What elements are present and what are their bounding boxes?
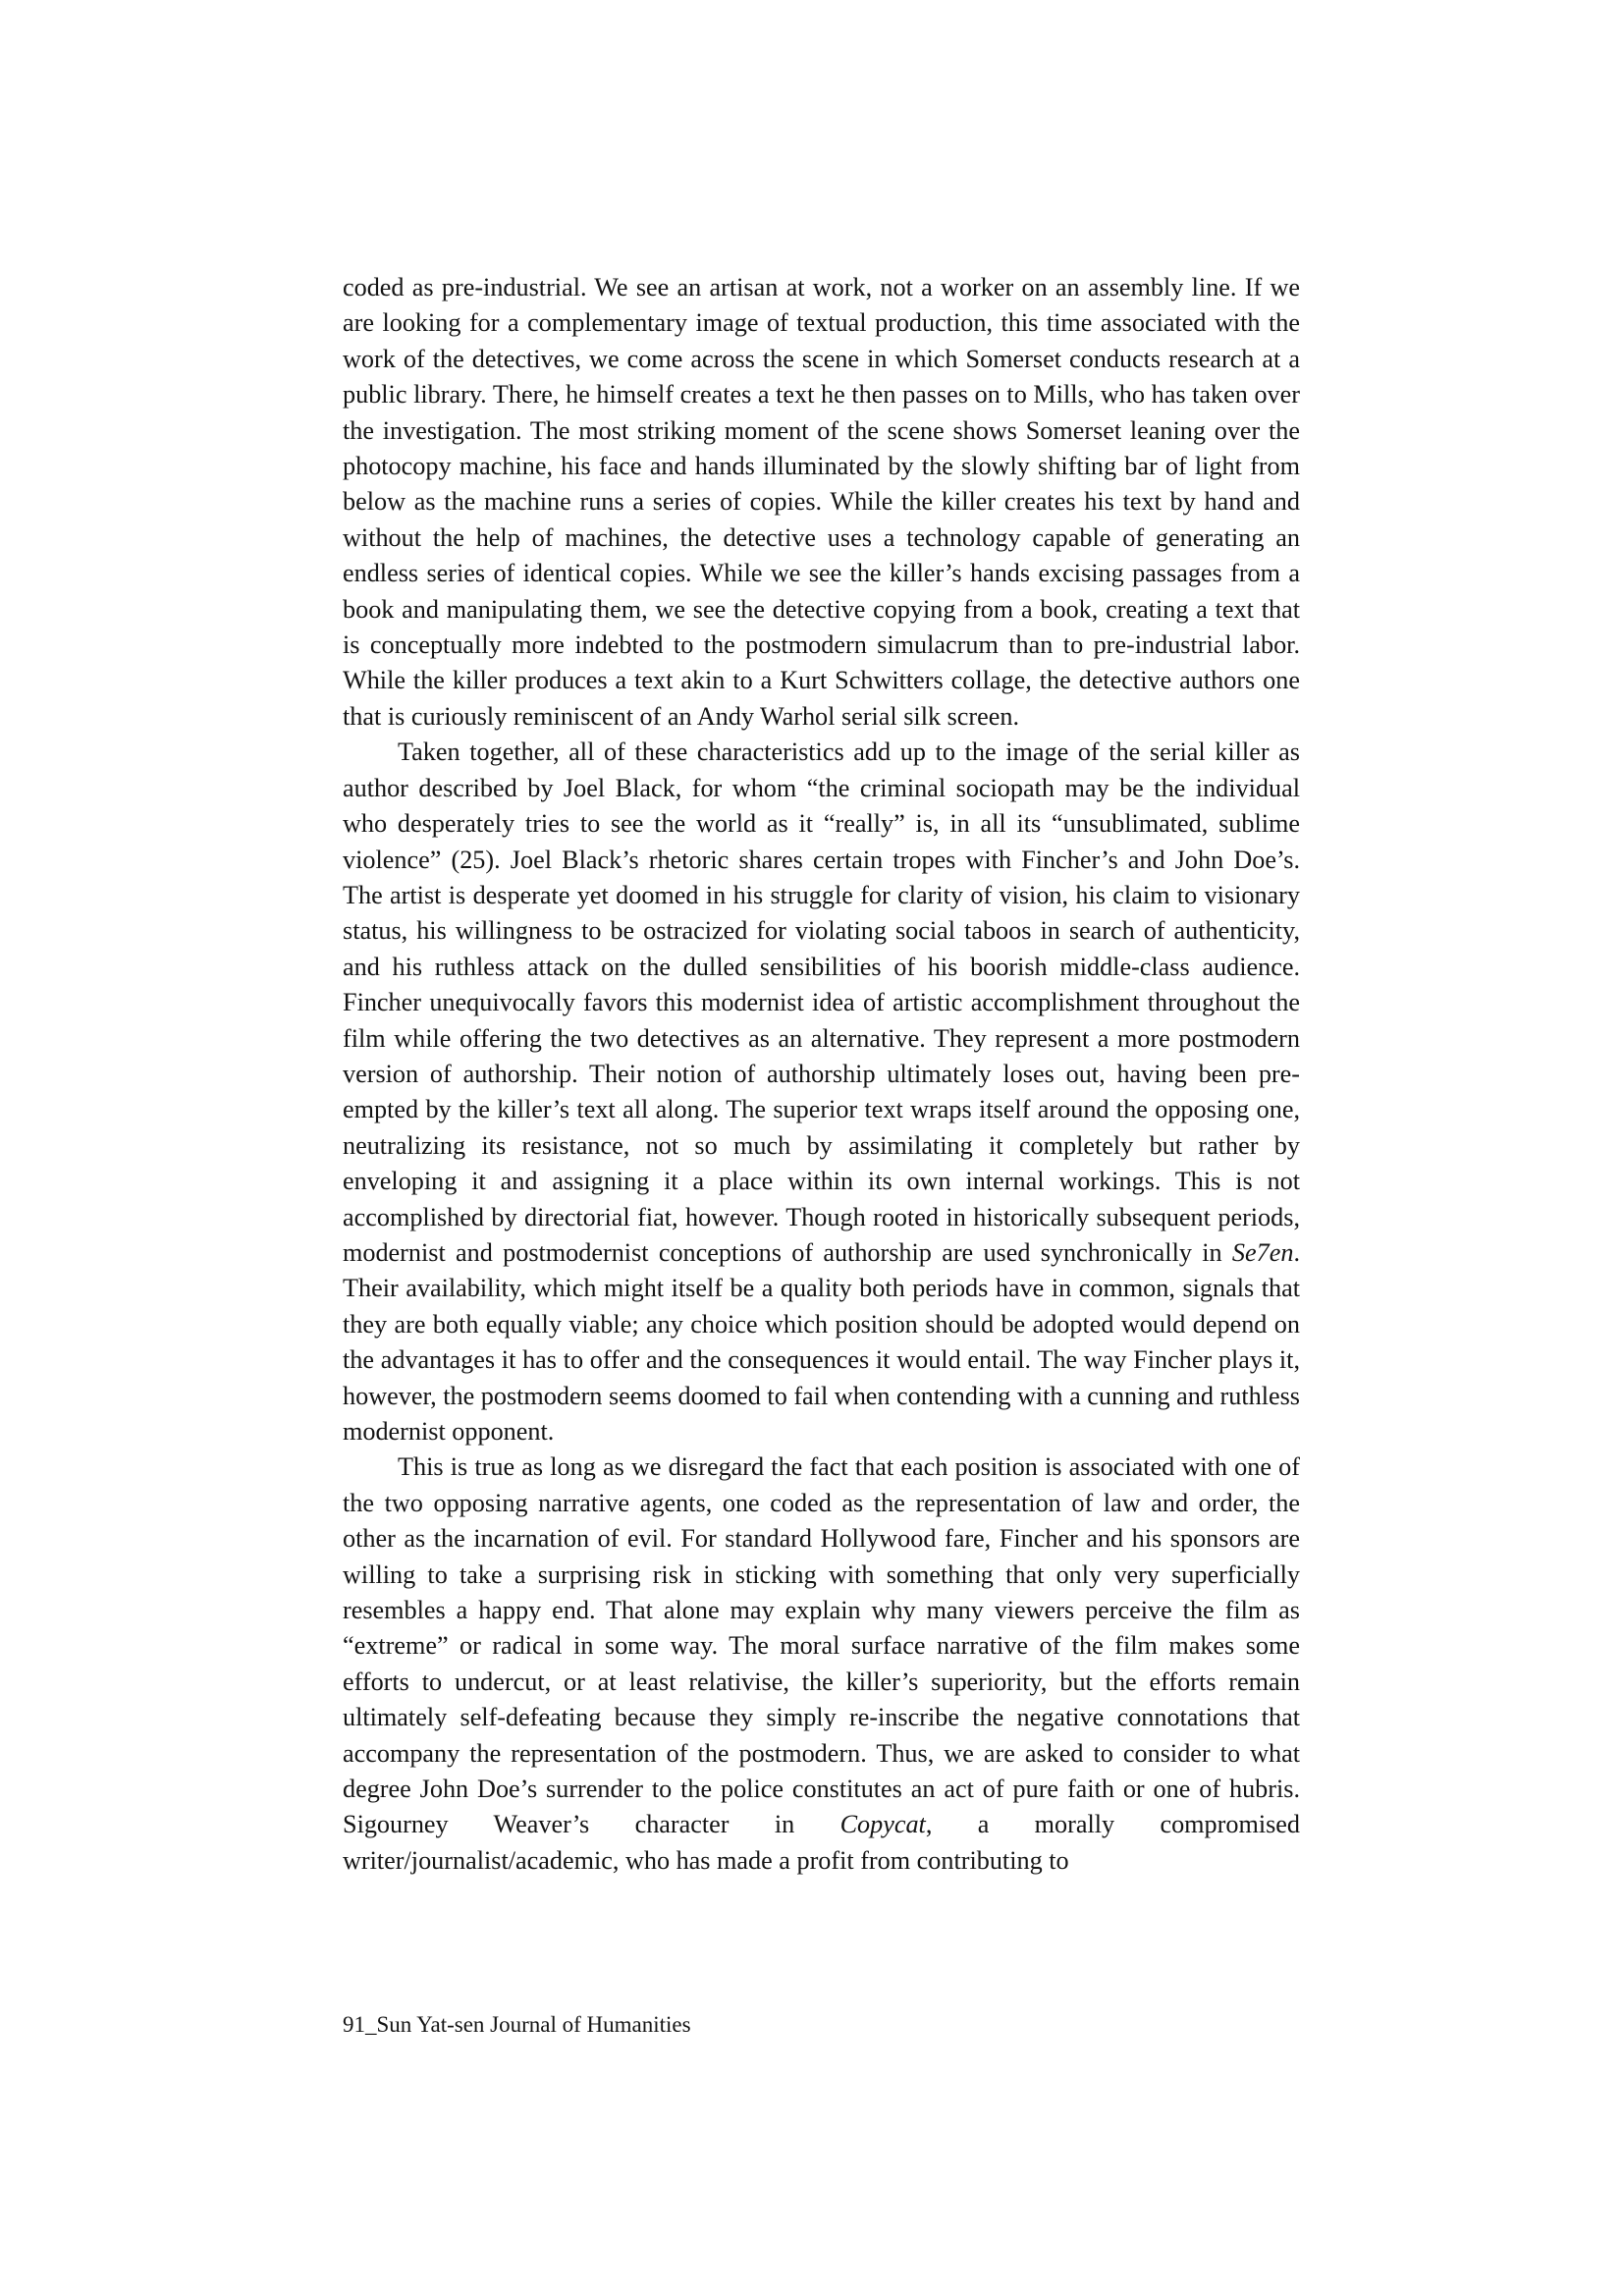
film-title-se7en: Se7en <box>1231 1237 1294 1267</box>
paragraph-2 <box>343 735 1300 1449</box>
paragraph-1 <box>343 270 1300 735</box>
paragraph-3-text-a: This is true as long as we disregard the fact that each position is associated with one of the two opposing narrative agents, one coded as the representation of law and order, the other as the incarnation of evil. For standard Hollywood fare, Fincher and his sponsors are willing to take a surprising risk in sticking with something that only very superficially resembles a happy end. That alone may explain why many viewers perceive the film as “extreme” or radical in some way. The moral surface narrative of the film makes some efforts to undercut, or at least relativise, the killer’s superiority, but the efforts remain ultimately self-defeating because they simply re-inscribe the negative connotations that accompany the representation of the postmodern. Thus, we are asked to consider to what degree John Doe’s surrender to the police constitutes an act of pure faith or one of hubris. Sigourney Weaver’s character in <box>343 1452 1300 1839</box>
paragraph-1-text: coded as pre-industrial. We see an artisan at work, not a worker on an assembly line. If we are looking for a complementary image of textual production, this time associated with the work of the detectives, we come across the scene in which Somerset conducts research at a public library. There, he himself creates a text he then passes on to Mills, who has taken over the investigation. The most striking moment of the scene shows Somerset leaning over the photocopy machine, his face and hands illuminated by the slowly shifting bar of light from below as the machine runs a series of copies. While the killer creates his text by hand and without the help of machines, the detective uses a technology capable of generating an endless series of identical copies. While we see the killer’s hands excising passages from a book and manipulating them, we see the detective copying from a book, creating a text that is conceptually more indebted to the postmodern simulacrum than to pre-industrial labor. While the killer produces a text akin to a Kurt Schwitters collage, the detective authors one that is curiously reminiscent of an Andy Warhol serial silk screen. <box>343 273 1300 731</box>
paragraph-3 <box>343 1449 1300 1879</box>
paragraph-2-text-b: . Their availability, which might itself be a quality both periods have in common, signals that they are both equally viable; any choice which position should be adopted would depend on the advantages it has to offer and the consequences it would entail. The way Fincher plays it, however, the postmodern seems doomed to fail when contending with a cunning and ruthless modernist opponent. <box>343 1237 1300 1446</box>
paragraph-2-text-a: Taken together, all of these characteristics add up to the image of the serial killer as author described by Joel Black, for whom “the criminal sociopath may be the individual who desperately tries to see the world as it “really” is, in all its “unsublimated, sublime violence” (25). Joel Black’s rhetoric shares certain tropes with Fincher’s and John Doe’s. The artist is desperate yet doomed in his struggle for clarity of vision, his claim to visionary status, his willingness to be ostracized for violating social taboos in search of authenticity, and his ruthless attack on the dulled sensibilities of his boorish middle-class audience. Fincher unequivocally favors this modernist idea of artistic accomplishment throughout the film while offering the two detectives as an alternative. They represent a more postmodern version of authorship. Their notion of authorship ultimately loses out, having been pre-empted by the killer’s text all along. The superior text wraps itself around the opposing one, neutralizing its resistance, not so much by assimilating it completely but rather by enveloping it and assigning it a place within its own internal workings. This is not accomplished by directorial fiat, however. Though rooted in historically subsequent periods, modernist and postmodernist conceptions of authorship are used synchronically in <box>343 738 1300 1267</box>
film-title-copycat: Copycat <box>839 1810 926 1839</box>
paragraph-3-text-b: , a morally compromised writer/journalist/academic, who has made a profit from contributing to <box>343 1810 1301 1875</box>
body-text <box>343 270 1300 1879</box>
page-footer: 91_Sun Yat-sen Journal of Humanities <box>343 2012 691 2037</box>
